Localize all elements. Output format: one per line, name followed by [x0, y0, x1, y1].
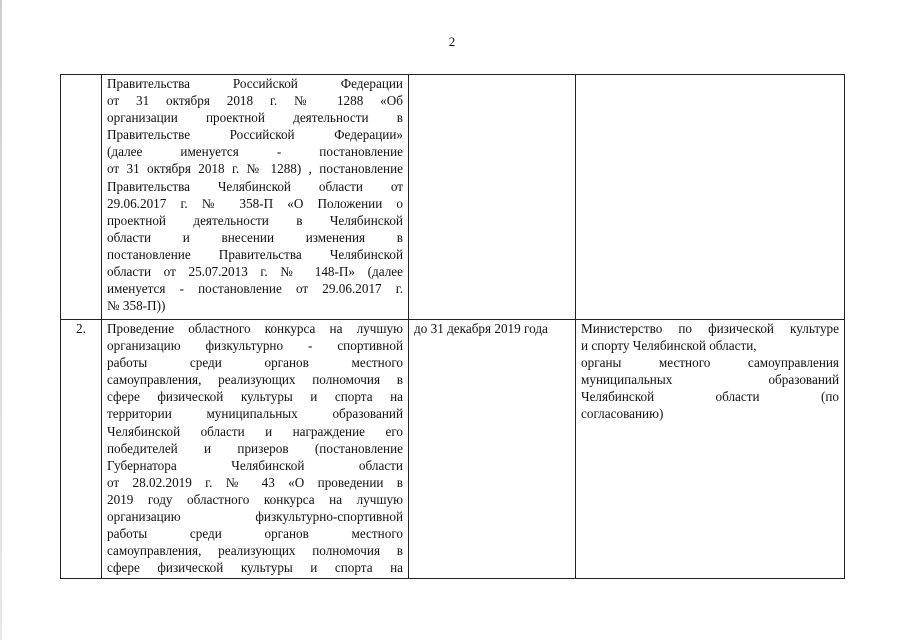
term-cell: до 31 декабря 2019 года	[409, 320, 576, 579]
event-line: Проведение областного конкурса на лучшую	[107, 321, 403, 336]
table-row	[61, 75, 845, 320]
responsible-cell	[576, 75, 845, 320]
event-line: Правительства Российской Федерации	[107, 76, 403, 91]
plan-table	[60, 74, 845, 579]
event-line: 2019 году областного конкурса на лучшую	[107, 491, 403, 507]
event-line: области от 25.07.2013 г. № 148-П» (далее	[107, 264, 403, 280]
event-line: организацию физкультурно - спортивной	[107, 338, 403, 354]
event-line: 29.06.2017 г. № 358-П «О Положении о	[107, 195, 403, 211]
event-line: работы среди органов местного	[107, 526, 403, 542]
event-line: самоуправления, реализующих полномочия в	[107, 372, 403, 388]
event-line: именуется - постановление от 29.06.2017 г.	[107, 281, 403, 297]
event-line: постановление Правительства Челябинской	[107, 246, 403, 262]
event-line: от 31 октября 2018 г. № 1288 «Об	[107, 93, 403, 109]
event-line: сфере физической культуры и спорта на	[107, 389, 403, 405]
responsible-line: Министерство по физической культуре	[581, 321, 839, 336]
event-line: Челябинской области и награждение его	[107, 423, 403, 439]
responsible-line: органы местного самоуправления	[581, 355, 839, 371]
responsible-line: Челябинской области (по	[581, 389, 839, 405]
event-line: самоуправления, реализующих полномочия в	[107, 543, 403, 559]
table-row	[61, 320, 845, 579]
row-number	[61, 75, 102, 320]
event-line: проектной деятельности в Челябинской	[107, 212, 403, 228]
event-line: (далее именуется - постановление	[107, 144, 403, 160]
event-line: Правительства Челябинской области от	[107, 178, 403, 194]
event-line: от 31 октября 2018 г. № 1288) , постановление	[107, 161, 403, 177]
event-line: сфере физической культуры и спорта на	[107, 560, 403, 576]
responsible-line: и спорту Челябинской области,	[581, 338, 757, 354]
event-line: работы среди органов местного	[107, 355, 403, 371]
row-number: 2.	[61, 320, 102, 579]
term-cell	[409, 75, 576, 320]
event-line: Губернатора Челябинской области	[107, 457, 403, 473]
event-line: № 358-П))	[107, 298, 166, 314]
event-cell	[102, 320, 409, 579]
event-line: организации проектной деятельности в	[107, 110, 403, 126]
scan-edge	[0, 0, 2, 640]
event-line: победителей и призеров (постановление	[107, 440, 403, 456]
page-number: 2	[448, 34, 456, 49]
event-line: территории муниципальных образований	[107, 406, 403, 422]
responsible-cell	[576, 320, 845, 579]
responsible-line: согласованию)	[581, 406, 664, 422]
event-line: организацию физкультурно-спортивной	[107, 509, 403, 525]
event-line: от 28.02.2019 г. № 43 «О проведении в	[107, 474, 403, 490]
event-line: области и внесении изменения в	[107, 229, 403, 245]
responsible-line: муниципальных образований	[581, 372, 839, 388]
event-cell	[102, 75, 409, 320]
event-line: Правительстве Российской Федерации»	[107, 127, 403, 143]
